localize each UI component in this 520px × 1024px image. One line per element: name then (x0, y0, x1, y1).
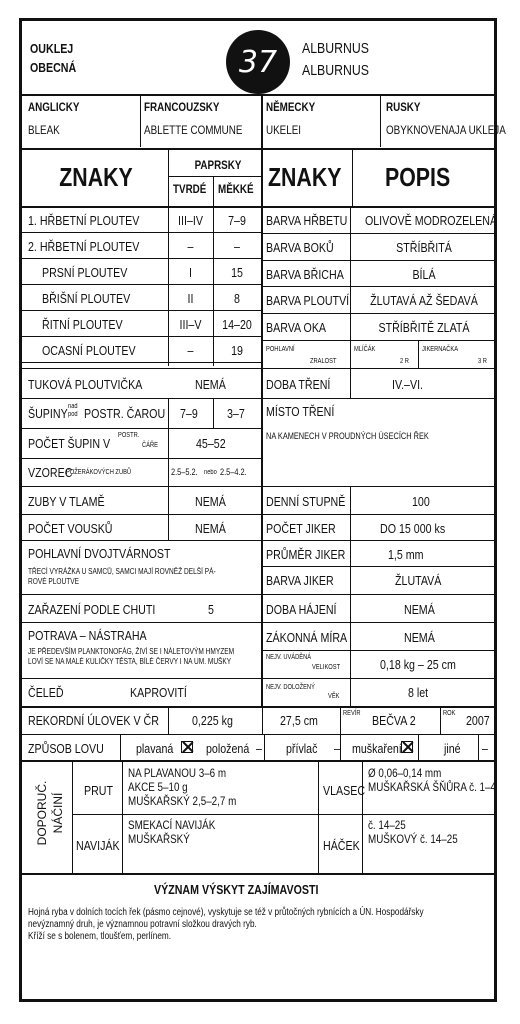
record-weight: 0,225 kg (192, 713, 233, 728)
english-value: BLEAK (28, 123, 60, 137)
color-row-1-value: STŘÍBŘITÁ (396, 239, 452, 255)
family-value: KAPROVITÍ (130, 685, 187, 700)
daily-degree-value: 100 (412, 494, 430, 509)
method-polozena: položená (206, 741, 250, 756)
color-row-divider (261, 260, 496, 261)
daily-degree-label: DENNÍ STUPNĚ (266, 494, 346, 509)
fin-row-divider (20, 310, 261, 311)
fin-row-divider (20, 258, 261, 259)
max-age-label-1: NEJV. DOLOŽENÝ (266, 684, 315, 691)
fin-row-3-soft: 8 (234, 291, 240, 306)
spawn-time-value: IV.–VI. (392, 377, 424, 392)
card-number-badge (226, 30, 290, 94)
methods-label: ZPŮSOB LOVU (28, 741, 104, 756)
color-row-divider (261, 233, 496, 234)
rays-heading: PAPRSKY (194, 158, 242, 172)
maturity-label-2: ZRALOST (310, 358, 337, 365)
fin-row-divider (20, 362, 261, 363)
spawn-time-label: DOBA TŘENÍ (266, 377, 331, 392)
color-row-3-value: ŽLUTAVÁ AŽ ŠEDAVÁ (370, 293, 478, 309)
egg-diameter-value: 1,5 mm (388, 547, 424, 562)
max-age-value: 8 let (408, 685, 429, 700)
info-heading: VÝZNAM VÝSKYT ZAJÍMAVOSTI (154, 882, 319, 897)
fin-row-5-hard: – (187, 343, 194, 358)
color-row-4-value: STŘÍBŘITĚ ZLATÁ (378, 320, 470, 336)
method-jine: jiné (444, 741, 461, 756)
scales-label-1: ŠUPINY (28, 406, 68, 421)
egg-color-label: BARVA JIKER (266, 573, 334, 588)
color-row-4-name: BARVA OKA (266, 320, 327, 336)
egg-diameter-label: PRŮMĚR JIKER (266, 547, 346, 562)
fin-row-divider (20, 232, 261, 233)
info-line-1: Hojná ryba v dolních tocích řek (pásmo cejnové), vyskytuje se též v průtočných rybnících a ÚN. Hospodářsky (28, 907, 424, 918)
right-znaky-heading: ZNAKY (268, 162, 342, 192)
czech-name-2: OBECNÁ (30, 60, 77, 75)
egg-color-value: ŽLUTAVÁ (395, 573, 442, 588)
method-privlac-mark: – (334, 741, 340, 756)
rod-label: PRUT (84, 783, 114, 798)
english-label: ANGLICKY (28, 100, 80, 114)
color-row-1-name: BARVA BOKŮ (266, 239, 334, 255)
legal-size-label: ZÁKONNÁ MÍRA (266, 630, 348, 645)
food-line-1: JE PŘEDEVŠÍM PLANKTONOFÁG, ŽIVÍ SE I NÁLETOVÝM HMYZEM (28, 647, 235, 656)
adipose-value: NEMÁ (195, 377, 226, 392)
record-revir-label: REVÍR (343, 710, 361, 717)
method-muskareni-check-icon (401, 741, 413, 753)
color-row-divider (261, 340, 496, 341)
fin-row-3-name: BŘIŠNÍ PLOUTEV (42, 291, 131, 306)
fin-row-0-hard: III–IV (178, 213, 203, 228)
max-size-label-1: NEJV. UVÁDĚNÁ (266, 654, 312, 661)
rod-line-3: MUŠKAŘSKÝ 2,5–2,7 m (128, 794, 237, 808)
scale-count-value: 45–52 (196, 436, 226, 451)
scales-below-label: pod (68, 411, 78, 418)
method-jine-mark: – (482, 741, 488, 756)
dimorphism-label: POHLAVNÍ DVOJTVÁRNOST (28, 546, 171, 561)
fin-row-2-hard: I (189, 265, 192, 280)
scale-count-label: POČET ŠUPIN V (28, 436, 111, 451)
french-label: FRANCOUZSKY (144, 100, 220, 114)
fin-row-4-name: ŘITNÍ PLOUTEV (42, 317, 123, 332)
method-privlac: přívlač (286, 741, 318, 756)
scales-below-value: 3–7 (227, 406, 245, 421)
fin-row-divider (20, 336, 261, 337)
teeth-formula-or: nebo (204, 469, 217, 476)
color-row-2-name: BARVA BŘICHA (266, 266, 344, 282)
fin-row-1-soft: – (234, 239, 240, 254)
teeth-formula-sub: POŽERÁKOVÝCH ZUBŮ (66, 469, 132, 476)
mouth-teeth-value: NEMÁ (195, 494, 226, 509)
fin-row-0-soft: 7–9 (228, 213, 246, 228)
barbels-value: NEMÁ (195, 521, 226, 536)
popis-heading: POPIS (385, 162, 451, 192)
dimorphism-line-1: TŘECÍ VYRÁŽKA U SAMCŮ, SAMCI MAJÍ ROVNĚŽ DELŠÍ PÁ- (28, 567, 216, 576)
color-row-2-value: BÍLÁ (412, 266, 436, 282)
taste-class-label: ZAŘAZENÍ PODLE CHUTI (28, 602, 156, 617)
color-row-divider (261, 313, 496, 314)
egg-count-label: POČET JIKER (266, 521, 336, 536)
record-length: 27,5 cm (280, 713, 318, 728)
fin-row-2-name: PRSNÍ PLOUTEV (42, 265, 128, 280)
reel-line-2: MUŠKAŘSKÝ (128, 832, 190, 846)
record-label: REKORDNÍ ÚLOVEK V ČR (28, 713, 159, 728)
soft-rays-heading: MĚKKÉ (218, 182, 254, 196)
fin-row-1-hard: – (187, 239, 194, 254)
gear-side-label-2: NÁČINÍ (51, 792, 65, 834)
color-row-divider (261, 286, 496, 287)
line-value-1: Ø 0,06–0,14 mm (368, 766, 442, 780)
reel-line-1: SMEKACÍ NAVIJÁK (128, 818, 216, 832)
teeth-formula-label: VZOREC (28, 465, 73, 480)
teeth-formula-value-2: 2.5–4.2. (220, 467, 247, 477)
egg-count-value: DO 15 000 ks (380, 521, 446, 536)
color-row-0-value: OLIVOVĚ MODROZELENÁ (364, 213, 498, 228)
info-paragraph (28, 907, 490, 943)
mouth-teeth-label: ZUBY V TLAMĚ (28, 494, 105, 509)
max-size-value: 0,18 kg – 25 cm (380, 657, 456, 672)
rod-line-1: NA PLAVANOU 3–6 m (128, 766, 227, 780)
legal-size-value: NEMÁ (404, 630, 435, 645)
hook-label: HÁČEK (323, 838, 360, 853)
dimorphism-line-2: ROVÉ PLOUTVE (28, 577, 80, 586)
hook-line-1: č. 14–25 (368, 818, 406, 832)
teeth-formula-value-1: 2.5–5.2. (171, 467, 198, 477)
method-plavana-check-icon (181, 741, 193, 753)
milt-label: MLÍČÁK (354, 346, 376, 353)
max-age-label-2: VĚK (328, 693, 340, 700)
scale-count-sub: ČÁŘE (142, 442, 158, 449)
reel-label: NAVIJÁK (76, 838, 120, 853)
russian-value: OBYKNOVENAJA UKLEJA (386, 123, 506, 137)
left-znaky-heading: ZNAKY (59, 162, 133, 192)
scales-above-label: nad (68, 403, 78, 410)
max-size-label-2: VELIKOST (312, 664, 341, 671)
russian-label: RUSKY (386, 100, 421, 114)
maturity-label-1: POHLAVNÍ (266, 346, 295, 353)
record-revir: BEČVA 2 (372, 713, 416, 728)
german-value: UKELEI (266, 123, 302, 137)
line-label: VLASEC (323, 783, 366, 798)
spawn-place-value: NA KAMENECH V PROUDNÝCH ÚSECÍCH ŘEK (266, 431, 429, 441)
rod-line-2: AKCE 5–10 g (128, 780, 188, 794)
milt-value: 2 R (400, 358, 409, 365)
fin-row-3-hard: II (187, 291, 194, 306)
scale-count-sup: POSTR. (118, 432, 140, 439)
fin-row-4-hard: III–V (179, 317, 202, 332)
fin-row-2-soft: 15 (231, 265, 243, 280)
hard-rays-heading: TVRDÉ (173, 182, 207, 196)
barbels-label: POČET VOUSKŮ (28, 521, 113, 536)
food-line-2: LOVÍ SE NA MALÉ KULIČKY TĚSTA, BÍLÉ ČERVY I NA UM. MUŠKY (28, 657, 232, 666)
scales-above-value: 7–9 (180, 406, 198, 421)
color-row-0-name: BARVA HŘBETU (266, 213, 348, 228)
french-value: ABLETTE COMMUNE (144, 123, 243, 137)
czech-name-1: OUKLEJ (30, 41, 74, 56)
hook-line-2: MUŠKOVÝ č. 14–25 (368, 832, 458, 846)
fin-row-divider (20, 284, 261, 285)
german-label: NĚMECKY (266, 100, 316, 114)
latin-name-2: ALBURNUS (302, 62, 369, 79)
method-polozena-mark: – (256, 741, 262, 756)
info-line-3: Kříží se s bolenem, tloušťem, perlínem. (28, 931, 171, 942)
fin-row-0-name: 1. HŘBETNÍ PLOUTEV (28, 213, 140, 228)
fin-row-1-name: 2. HŘBETNÍ PLOUTEV (28, 239, 140, 254)
divider (20, 94, 496, 96)
taste-class-value: 5 (208, 602, 214, 617)
closed-season-value: NEMÁ (404, 602, 435, 617)
color-row-3-name: BARVA PLOUTVÍ (266, 293, 350, 309)
method-plavana: plavaná (136, 741, 174, 756)
fin-row-4-soft: 14–20 (222, 317, 252, 332)
method-muskareni: muškaření (352, 741, 402, 756)
roe-value: 3 R (478, 358, 487, 365)
record-year: 2007 (466, 713, 490, 728)
scales-label-2: POSTR. ČAROU (84, 406, 166, 421)
roe-label: JIKERNAČKA (422, 346, 459, 353)
record-year-label: ROK (443, 710, 456, 717)
card-number: 37 (238, 44, 278, 80)
food-label: POTRAVA – NÁSTRAHA (28, 628, 147, 643)
fin-row-5-name: OCASNÍ PLOUTEV (42, 343, 136, 358)
line-value-2: MUŠKAŘSKÁ ŠŇŮRA č. 1–4 (368, 780, 496, 794)
spawn-place-label: MÍSTO TŘENÍ (266, 404, 335, 419)
info-line-2: nevýznamný druh, je významnou potravní složkou dravých ryb. (28, 919, 257, 930)
latin-name-1: ALBURNUS (302, 40, 369, 57)
adipose-label: TUKOVÁ PLOUTVIČKA (28, 377, 143, 392)
gear-side-label-1: DOPORUČ. (35, 780, 49, 846)
closed-season-label: DOBA HÁJENÍ (266, 602, 337, 617)
fin-row-5-soft: 19 (231, 343, 243, 358)
family-label: ČELEĎ (28, 685, 64, 700)
